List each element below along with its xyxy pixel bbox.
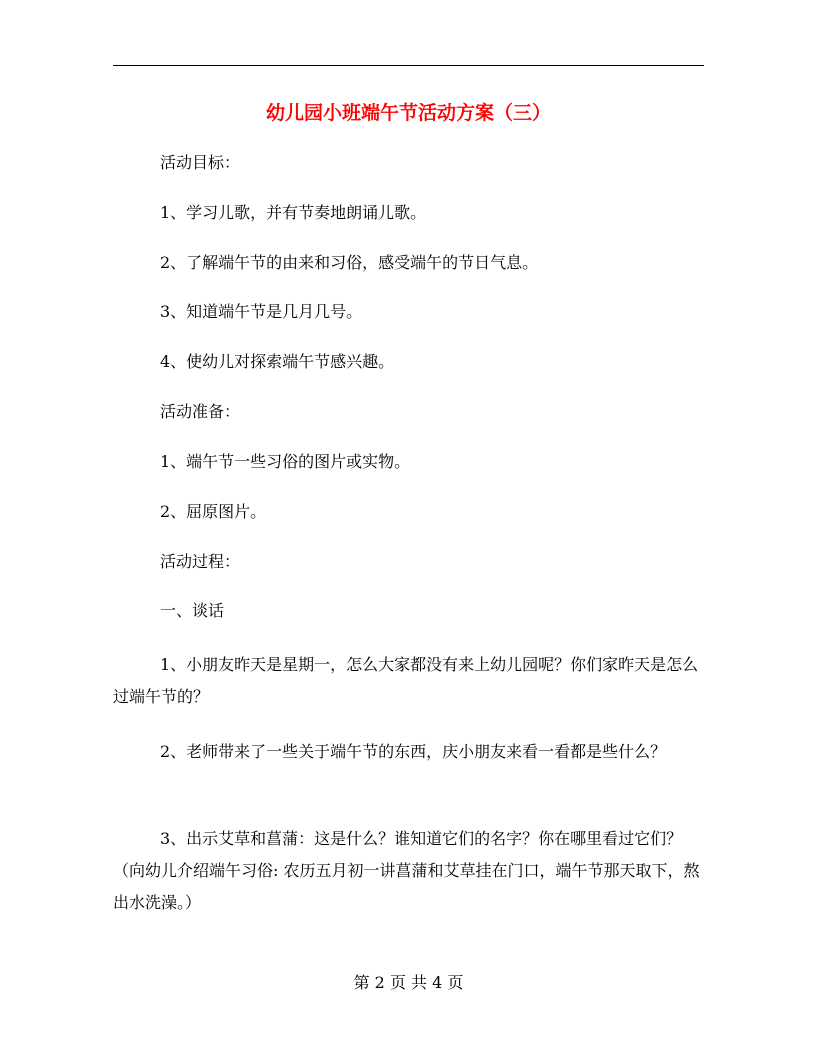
page-footer: 第 2 页 共 4 页 xyxy=(353,973,464,992)
paragraph: 一、谈话 xyxy=(160,601,225,620)
document-title: 幼儿园小班端午节活动方案（三） xyxy=(265,102,551,124)
paragraph: 活动过程： xyxy=(160,552,241,571)
paragraph: 3、出示艾草和菖蒲：这是什么？谁知道它们的名字？你在哪里看过它们？（向幼儿介绍端午习俗: 农历五月初一讲菖蒲和艾草挂在门口，端午节那天取下，熬出水洗澡。） xyxy=(113,829,700,912)
paragraph: 2、了解端午节的由来和习俗，感受端午的节日气息。 xyxy=(160,253,539,272)
paragraph: 1、端午节一些习俗的图片或实物。 xyxy=(160,452,411,471)
paragraph: 4、使幼儿对探索端午节感兴趣。 xyxy=(160,352,395,371)
paragraph: 1、学习儿歌，并有节奏地朗诵儿歌。 xyxy=(160,203,427,222)
paragraph: 1、小朋友昨天是星期一，怎么大家都没有来上幼儿园呢？你们家昨天是怎么过端午节的？ xyxy=(113,655,699,706)
header-rule xyxy=(113,65,704,66)
paragraph: 活动目标： xyxy=(160,153,241,172)
paragraph: 2、老师带来了一些关于端午节的东西，庆小朋友来看一看都是些什么？ xyxy=(160,742,667,761)
paragraph: 3、知道端午节是几月几号。 xyxy=(160,302,363,321)
paragraph: 活动准备： xyxy=(160,402,241,421)
paragraph: 2、屈原图片。 xyxy=(160,502,267,521)
